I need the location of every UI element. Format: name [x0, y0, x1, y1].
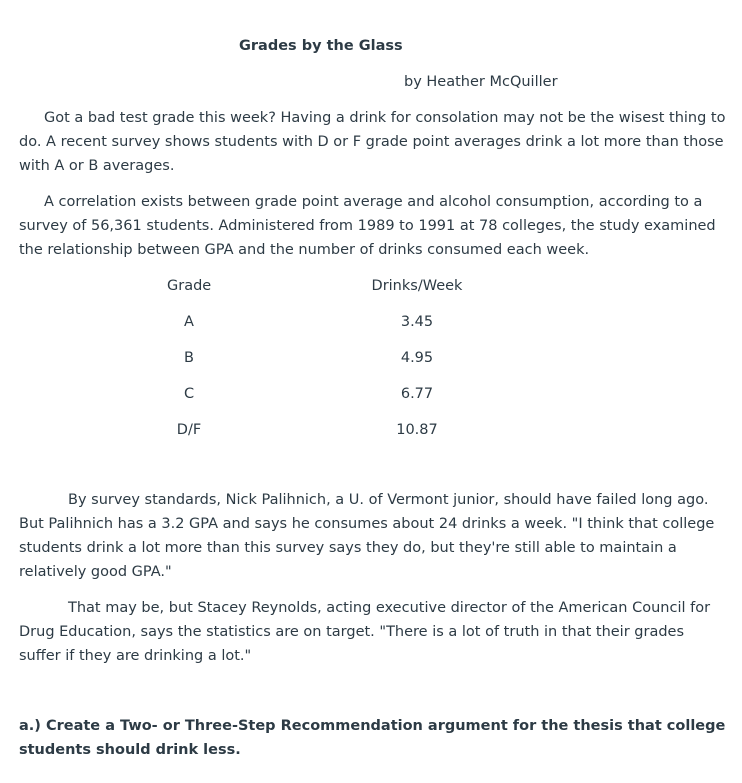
paragraph-1: Got a bad test grade this week? Having a drink for consolation may not be the wisest thing to do. A recent survey shows students with D or F grade point averages drink a lot more than those with A or B averages. — [19, 110, 726, 174]
table-cell-drinks: 4.95 — [400, 350, 434, 366]
table-cell-grade: D/F — [176, 422, 202, 438]
article-title: Grades by the Glass — [239, 38, 403, 54]
grades-drinks-table — [19, 274, 727, 442]
table-row — [19, 418, 727, 442]
table-row — [19, 382, 727, 406]
table-cell-grade: A — [184, 314, 194, 330]
article-byline: by Heather McQuiller — [404, 74, 558, 90]
table-cell-drinks: 10.87 — [396, 422, 438, 438]
table-header-row — [19, 274, 727, 298]
table-header-drinks: Drinks/Week — [371, 278, 463, 294]
table-row — [19, 310, 727, 334]
paragraph-3: By survey standards, Nick Palihnich, a U. of Vermont junior, should have failed long ago. But Palihnich has a 3.2 GPA and says he consumes about 24 drinks a week. "I think that college students drink a lot more than this survey says they do, but they're still able to maintain a relatively good GPA." — [19, 492, 715, 580]
table-cell-drinks: 6.77 — [400, 386, 434, 402]
article — [19, 34, 727, 762]
table-cell-drinks: 3.45 — [400, 314, 434, 330]
table-row — [19, 346, 727, 370]
table-cell-grade: B — [184, 350, 194, 366]
assignment-question: a.) Create a Two- or Three-Step Recommendation argument for the thesis that college students should drink less. — [19, 718, 726, 758]
paragraph-4: That may be, but Stacey Reynolds, acting executive director of the American Council for Drug Education, says the statistics are on target. "There is a lot of truth in that their grades suffer if they are drinking a lot." — [19, 600, 711, 664]
table-cell-grade: C — [183, 386, 195, 402]
table-header-grade: Grade — [167, 278, 212, 294]
paragraph-2: A correlation exists between grade point average and alcohol consumption, according to a survey of 56,361 students. Administered from 1989 to 1991 at 78 colleges, the study examined the relationship between GPA and the number of drinks consumed each week. — [19, 194, 716, 258]
